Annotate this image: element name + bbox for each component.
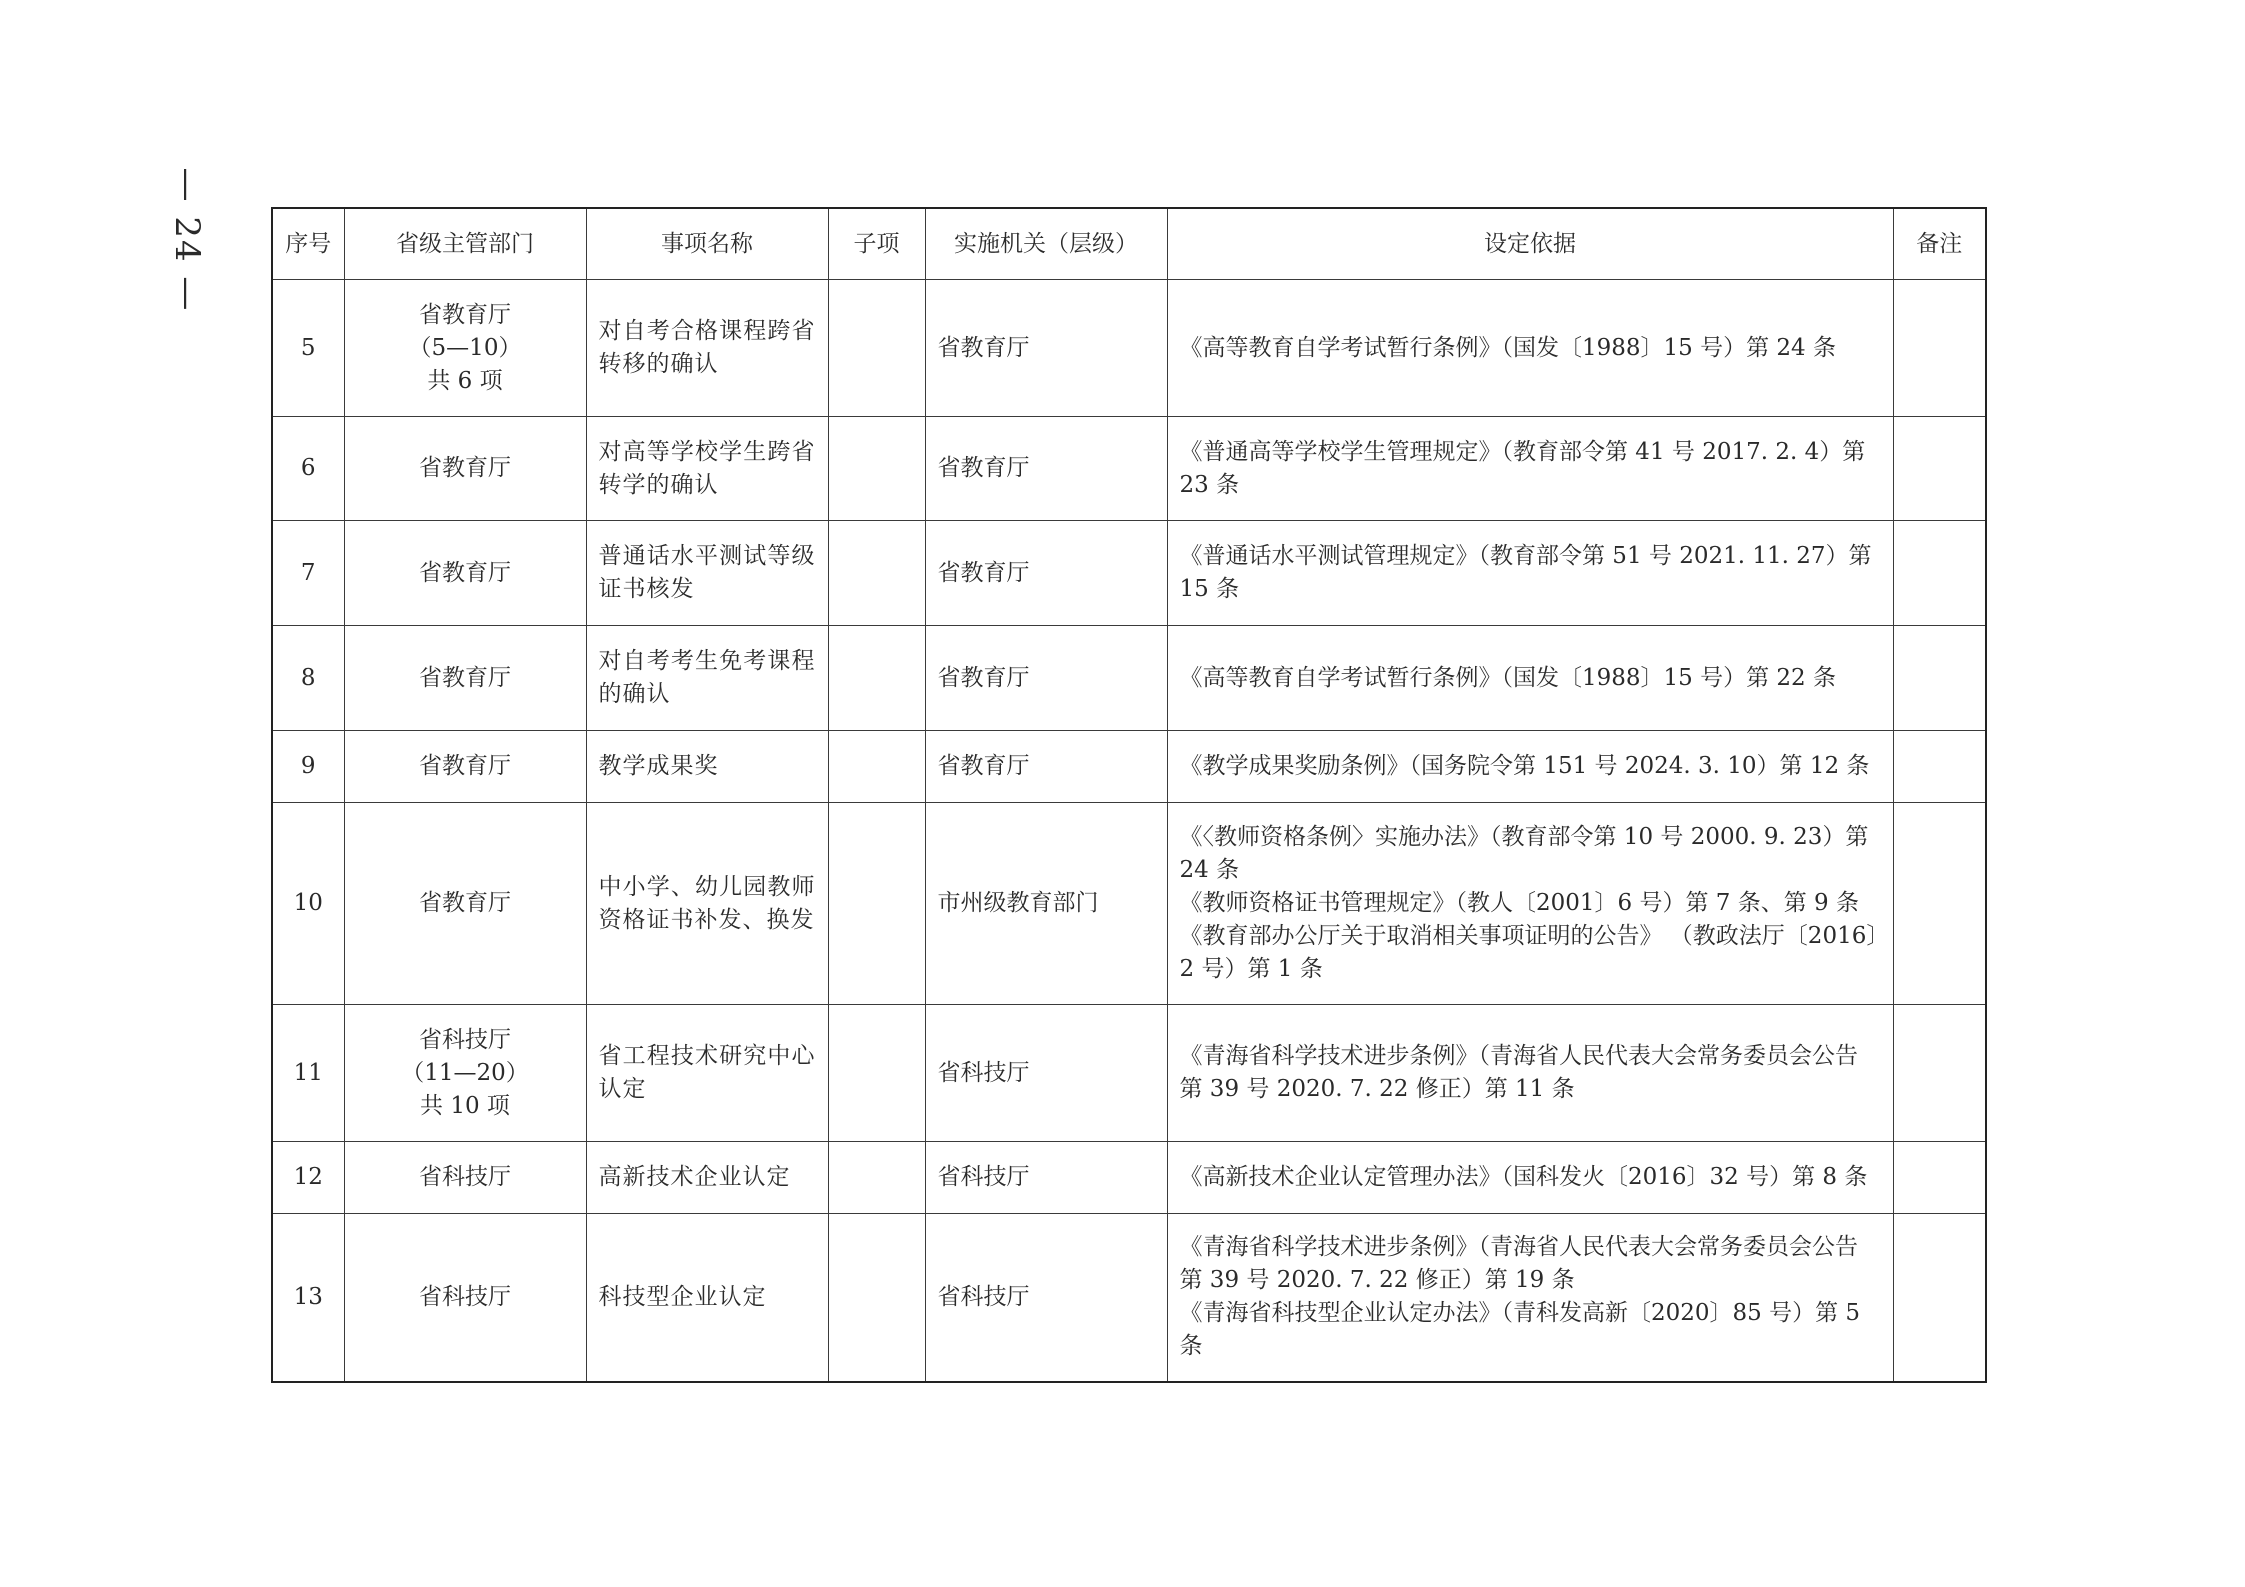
cell-agency: 省教育厅 [925, 626, 1167, 731]
dept-line: 省教育厅 [419, 664, 511, 691]
basis-line: 《普通话水平测试管理规定》（教育部令第 51 号 2021. 11. 27）第 15 条 [1179, 543, 1872, 602]
cell-item [586, 1214, 828, 1382]
dept-line: 省教育厅 [419, 559, 511, 586]
header-item: 事项名称 [586, 208, 828, 280]
dept-line: 省科技厅 [419, 1164, 511, 1190]
cell-remark [1893, 280, 1986, 417]
item-name: 对自考合格课程跨省转移的确认 [598, 318, 816, 377]
cell-sub [828, 417, 925, 521]
cell-dept [344, 280, 586, 417]
table-row [272, 280, 1986, 417]
cell-agency: 省科技厅 [925, 1142, 1167, 1214]
cell-item [586, 417, 828, 521]
header-seq: 序号 [272, 208, 344, 280]
cell-agency: 省科技厅 [925, 1005, 1167, 1142]
cell-sub [828, 1142, 925, 1214]
header-remark: 备注 [1893, 208, 1986, 280]
cell-basis [1167, 280, 1893, 417]
cell-remark [1893, 803, 1986, 1005]
cell-seq: 6 [272, 417, 344, 521]
table-body [272, 280, 1986, 1382]
basis-line: 《教学成果奖励条例》（国务院令第 151 号 2024. 3. 10）第 12 条 [1179, 753, 1870, 779]
table-row [272, 731, 1986, 803]
cell-dept [344, 803, 586, 1005]
cell-seq: 10 [272, 803, 344, 1005]
cell-sub [828, 1214, 925, 1382]
header-agency: 实施机关（层级） [925, 208, 1167, 280]
cell-sub [828, 521, 925, 626]
cell-basis [1167, 417, 1893, 521]
cell-item [586, 280, 828, 417]
cell-item [586, 626, 828, 731]
cell-remark [1893, 1142, 1986, 1214]
cell-remark [1893, 521, 1986, 626]
basis-line: 《青海省科学技术进步条例》（青海省人民代表大会常务委员会公告第 39 号 2020. 7. 22 修正）第 11 条 [1179, 1043, 1858, 1102]
basis-line: 《普通高等学校学生管理规定》（教育部令第 41 号 2017. 2. 4）第 23 条 [1179, 438, 1866, 498]
cell-remark [1893, 731, 1986, 803]
cell-sub [828, 731, 925, 803]
dept-line: 省教育厅 [419, 301, 511, 328]
cell-item [586, 1005, 828, 1142]
cell-item [586, 1142, 828, 1214]
item-name: 对高等学校学生跨省转学的确认 [598, 438, 816, 498]
dept-line: （11—20） [401, 1059, 529, 1086]
dept-line: 共 10 项 [420, 1092, 510, 1119]
table-row [272, 803, 1986, 1005]
dept-line: 省科技厅 [419, 1026, 511, 1053]
cell-remark [1893, 626, 1986, 731]
header-sub: 子项 [828, 208, 925, 280]
table-row [272, 1142, 1986, 1214]
cell-remark [1893, 417, 1986, 521]
cell-agency: 省教育厅 [925, 280, 1167, 417]
cell-dept [344, 521, 586, 626]
table-row [272, 1214, 1986, 1382]
items-table [271, 207, 1987, 1383]
item-name: 省工程技术研究中心认定 [598, 1043, 816, 1102]
cell-item [586, 731, 828, 803]
cell-dept [344, 417, 586, 521]
cell-dept [344, 731, 586, 803]
cell-agency: 省教育厅 [925, 731, 1167, 803]
basis-line: 《〈教师资格条例〉实施办法》（教育部令第 10 号 2000. 9. 23）第 24 条 [1179, 824, 1869, 883]
cell-sub [828, 280, 925, 417]
cell-basis [1167, 626, 1893, 731]
basis-line: 《高等教育自学考试暂行条例》（国发〔1988〕15 号）第 24 条 [1179, 334, 1836, 361]
cell-basis [1167, 731, 1893, 803]
cell-agency: 市州级教育部门 [925, 803, 1167, 1005]
dept-line: 省科技厅 [419, 1283, 511, 1310]
header-dept: 省级主管部门 [344, 208, 586, 280]
cell-basis [1167, 1214, 1893, 1382]
table-row [272, 417, 1986, 521]
page-number: — 24 — [167, 167, 207, 313]
dept-line: 共 6 项 [427, 367, 503, 394]
item-name: 中小学、幼儿园教师资格证书补发、换发 [598, 873, 816, 933]
cell-seq: 8 [272, 626, 344, 731]
dept-line: （5—10） [408, 334, 522, 361]
cell-seq: 5 [272, 280, 344, 417]
cell-remark [1893, 1005, 1986, 1142]
cell-sub [828, 626, 925, 731]
cell-seq: 12 [272, 1142, 344, 1214]
cell-dept [344, 1214, 586, 1382]
item-name: 科技型企业认定 [598, 1283, 767, 1310]
cell-dept [344, 626, 586, 731]
item-name: 对自考考生免考课程的确认 [598, 648, 816, 707]
dept-line: 省教育厅 [419, 455, 511, 481]
cell-seq: 9 [272, 731, 344, 803]
table-row [272, 1005, 1986, 1142]
cell-seq: 13 [272, 1214, 344, 1382]
basis-line: 《高等教育自学考试暂行条例》（国发〔1988〕15 号）第 22 条 [1179, 664, 1836, 691]
cell-sub [828, 1005, 925, 1142]
cell-agency: 省科技厅 [925, 1214, 1167, 1382]
table-header-row [272, 208, 1986, 280]
cell-seq: 11 [272, 1005, 344, 1142]
basis-line: 《教师资格证书管理规定》（教人〔2001〕6 号）第 7 条、第 9 条 [1179, 890, 1859, 916]
basis-line: 《青海省科技型企业认定办法》（青科发高新〔2020〕85 号）第 5 条 [1179, 1300, 1861, 1360]
cell-sub [828, 803, 925, 1005]
table-row [272, 626, 1986, 731]
dept-line: 省教育厅 [419, 753, 511, 779]
cell-remark [1893, 1214, 1986, 1382]
cell-seq: 7 [272, 521, 344, 626]
cell-basis [1167, 803, 1893, 1005]
item-name: 教学成果奖 [598, 753, 719, 779]
cell-basis [1167, 521, 1893, 626]
cell-item [586, 803, 828, 1005]
basis-line: 《教育部办公厅关于取消相关事项证明的公告》 （教政法厅〔2016〕2 号）第 1 条 [1179, 923, 1878, 982]
item-name: 普通话水平测试等级证书核发 [598, 543, 816, 602]
dept-line: 省教育厅 [419, 890, 511, 916]
cell-agency: 省教育厅 [925, 417, 1167, 521]
header-basis: 设定依据 [1167, 208, 1893, 280]
basis-line: 《高新技术企业认定管理办法》（国科发火〔2016〕32 号）第 8 条 [1179, 1164, 1868, 1190]
basis-line: 《青海省科学技术进步条例》（青海省人民代表大会常务委员会公告第 39 号 2020. 7. 22 修正）第 19 条 [1179, 1234, 1858, 1294]
cell-agency: 省教育厅 [925, 521, 1167, 626]
cell-dept [344, 1005, 586, 1142]
cell-basis [1167, 1005, 1893, 1142]
table-row [272, 521, 1986, 626]
item-name: 高新技术企业认定 [598, 1164, 791, 1190]
cell-basis [1167, 1142, 1893, 1214]
cell-dept [344, 1142, 586, 1214]
cell-item [586, 521, 828, 626]
